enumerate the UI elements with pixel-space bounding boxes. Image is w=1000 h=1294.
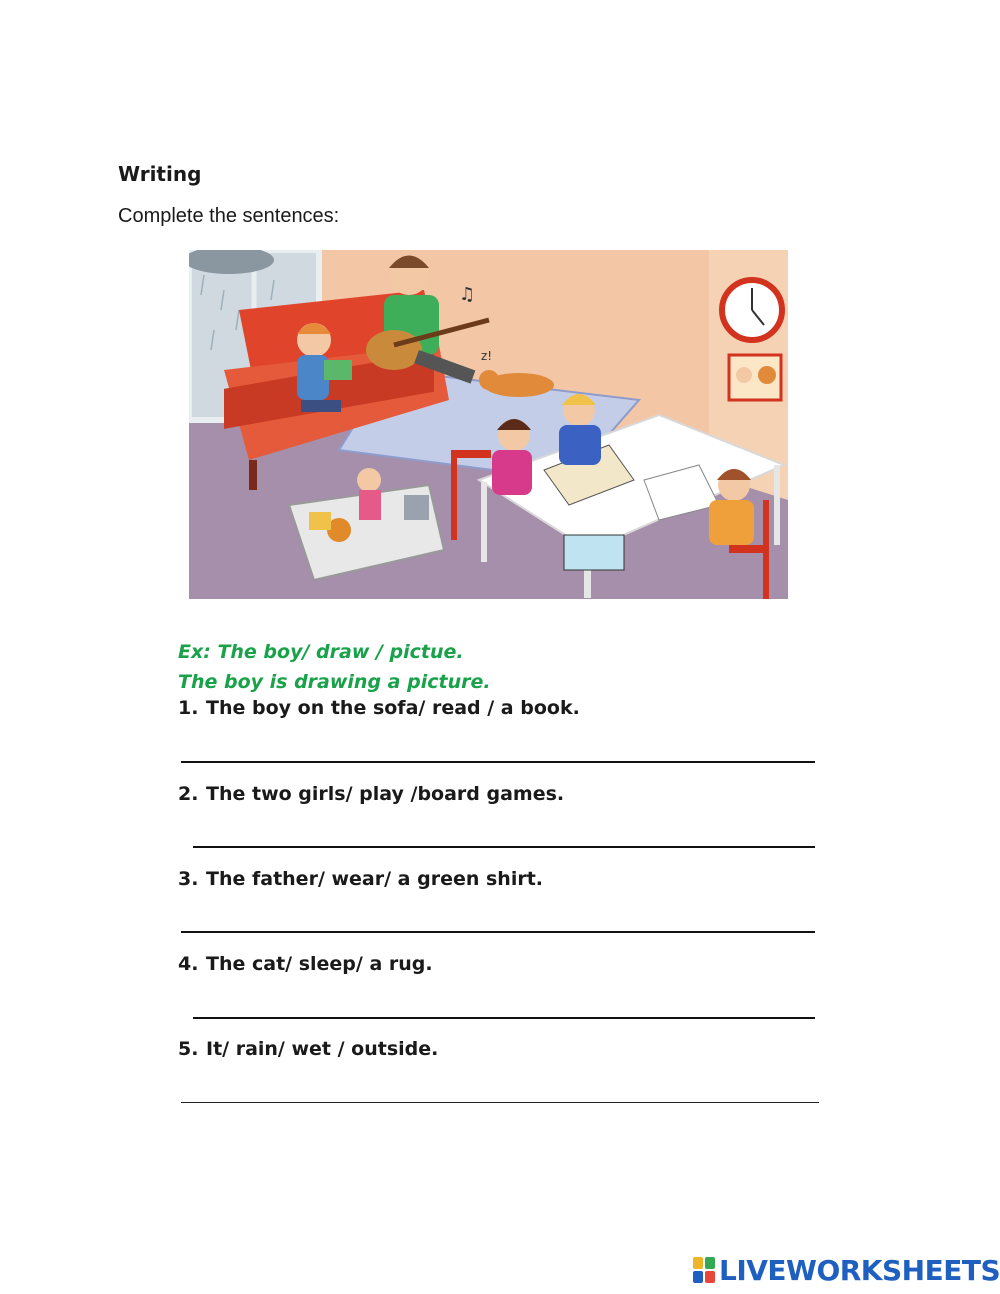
svg-text:z!: z! <box>481 349 493 363</box>
answer-input-1[interactable] <box>181 737 815 763</box>
example-block <box>178 637 491 697</box>
question-number: 3. <box>178 868 199 890</box>
question-1 <box>178 697 580 719</box>
question-prompt: The boy on the sofa/ read / a book. <box>206 697 580 719</box>
liveworksheets-logo-icon <box>693 1257 715 1283</box>
living-room-illustration <box>189 250 788 599</box>
answer-input-4[interactable] <box>193 993 815 1019</box>
question-5 <box>178 1038 438 1060</box>
answer-input-2[interactable] <box>193 822 815 848</box>
answer-input-3[interactable] <box>181 907 815 933</box>
instruction-text: Complete the sentences: <box>118 205 340 227</box>
question-number: 1. <box>178 697 199 719</box>
section-title: Writing <box>118 162 202 186</box>
answer-input-5[interactable] <box>181 1077 819 1103</box>
question-prompt: The cat/ sleep/ a rug. <box>206 953 433 975</box>
guitar-icon <box>366 330 422 370</box>
example-prompt: Ex: The boy/ draw / pictue. <box>178 641 464 663</box>
question-number: 2. <box>178 783 199 805</box>
question-prompt: The father/ wear/ a green shirt. <box>206 868 544 890</box>
girl-playing <box>559 394 601 465</box>
question-number: 4. <box>178 953 199 975</box>
svg-text:♫: ♫ <box>459 284 476 305</box>
picture-frame <box>729 355 781 400</box>
question-3 <box>178 868 543 890</box>
question-prompt: It/ rain/ wet / outside. <box>206 1038 439 1060</box>
question-number: 5. <box>178 1038 199 1060</box>
brand-text: LIVEWORKSHEETS <box>719 1253 1000 1287</box>
question-prompt: The two girls/ play /board games. <box>206 783 565 805</box>
question-2 <box>178 783 564 805</box>
liveworksheets-brand <box>693 1254 1000 1286</box>
question-4 <box>178 953 433 975</box>
book-icon <box>324 360 352 380</box>
example-answer: The boy is drawing a picture. <box>178 671 491 693</box>
clock-icon <box>722 280 782 340</box>
